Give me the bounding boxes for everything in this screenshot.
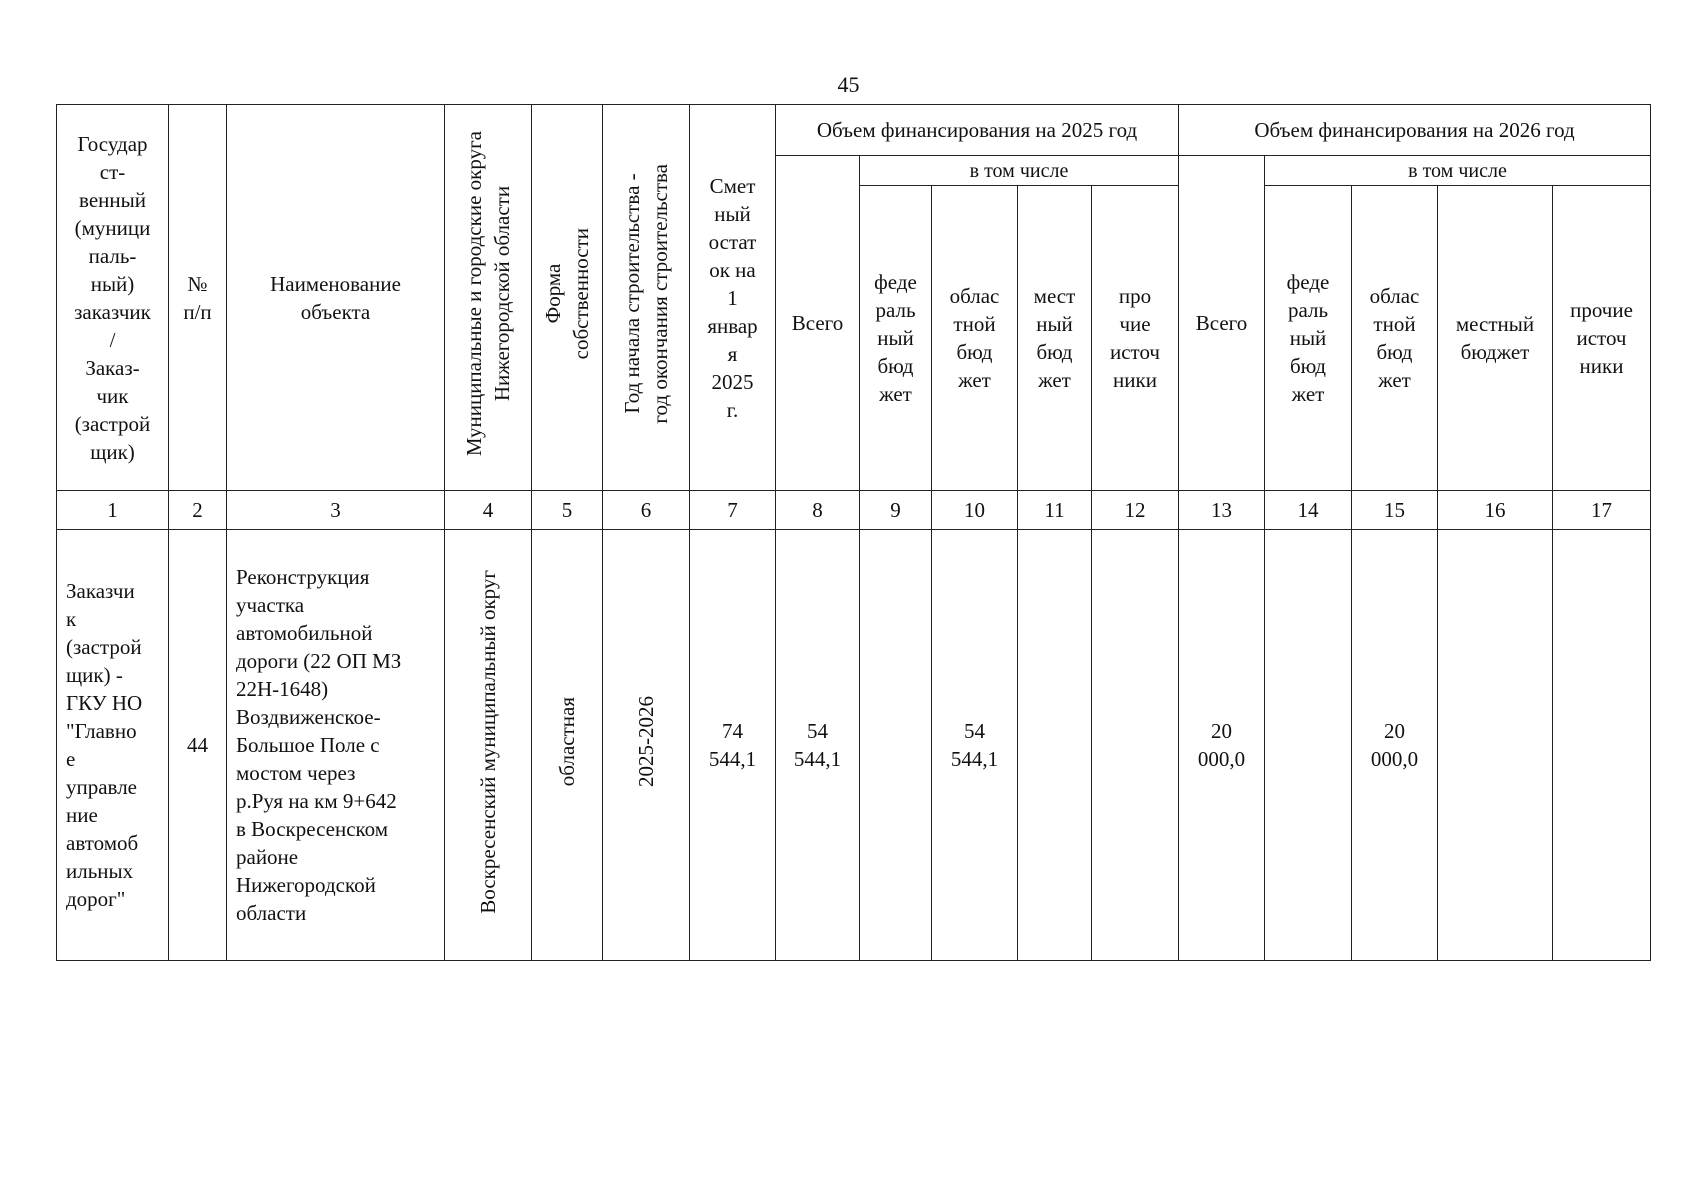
column-number: 15 <box>1352 491 1438 530</box>
header-federal-2025: феде раль ный бюд жет <box>860 186 932 491</box>
cell-federal-2025 <box>860 530 932 961</box>
header-municipal-text: Муниципальные и городские округа Нижегородской области <box>462 131 514 457</box>
column-number: 17 <box>1553 491 1651 530</box>
cell-regional-2026: 20 000,0 <box>1352 530 1438 961</box>
cell-object-name: Реконструкция участка автомобильной дороги (22 ОП МЗ 22Н-1648) Воздвиженское- Большое Поле с мостом через р.Руя на км 9+642 в Воскресенском районе Нижегородской области <box>227 530 445 961</box>
column-number: 10 <box>932 491 1018 530</box>
header-local-2025: мест ный бюд жет <box>1018 186 1092 491</box>
cell-balance: 74 544,1 <box>690 530 776 961</box>
header-funding-2026: Объем финансирования на 2026 год <box>1179 105 1651 156</box>
construction-funding-table <box>56 104 1651 961</box>
cell-years-text: 2025-2026 <box>634 696 658 787</box>
column-number: 1 <box>57 491 169 530</box>
column-number: 3 <box>227 491 445 530</box>
column-number: 13 <box>1179 491 1265 530</box>
header-regional-2026: облас тной бюд жет <box>1352 186 1438 491</box>
column-number: 6 <box>603 491 690 530</box>
cell-num: 44 <box>169 530 227 961</box>
cell-local-2026 <box>1438 530 1553 961</box>
cell-years <box>603 530 690 961</box>
column-number: 5 <box>532 491 603 530</box>
header-balance: Смет ный остат ок на 1 январ я 2025 г. <box>690 105 776 491</box>
header-federal-2026: феде раль ный бюд жет <box>1265 186 1352 491</box>
header-municipal <box>445 105 532 491</box>
column-number: 12 <box>1092 491 1179 530</box>
header-customer: Государ ст- венный (муници паль- ный) заказчик / Заказ- чик (застрой щик) <box>57 105 169 491</box>
header-total-2026: Всего <box>1179 156 1265 491</box>
cell-federal-2026 <box>1265 530 1352 961</box>
column-number: 9 <box>860 491 932 530</box>
header-other-2025: про чие источ ники <box>1092 186 1179 491</box>
column-number: 2 <box>169 491 227 530</box>
table-row <box>57 530 1651 961</box>
header-years-text: Год начала строительства - год окончания строительства <box>620 164 672 424</box>
column-number: 8 <box>776 491 860 530</box>
header-funding-2025: Объем финансирования на 2025 год <box>776 105 1179 156</box>
cell-regional-2025: 54 544,1 <box>932 530 1018 961</box>
cell-other-2025 <box>1092 530 1179 961</box>
header-regional-2025: облас тной бюд жет <box>932 186 1018 491</box>
header-ownership <box>532 105 603 491</box>
header-including-2026: в том числе <box>1265 156 1651 186</box>
header-years <box>603 105 690 491</box>
cell-ownership-text: областная <box>555 696 579 787</box>
cell-local-2025 <box>1018 530 1092 961</box>
column-number: 11 <box>1018 491 1092 530</box>
header-including-2025: в том числе <box>860 156 1179 186</box>
column-number: 16 <box>1438 491 1553 530</box>
cell-municipal-text: Воскресенский муниципальный округ <box>476 569 500 914</box>
cell-municipal <box>445 530 532 961</box>
cell-other-2026 <box>1553 530 1651 961</box>
page-number: 45 <box>837 72 860 97</box>
header-total-2025: Всего <box>776 156 860 491</box>
header-other-2026: прочие источ ники <box>1553 186 1651 491</box>
header-num: № п/п <box>169 105 227 491</box>
cell-total-2026: 20 000,0 <box>1179 530 1265 961</box>
header-ownership-text: Форма собственности <box>541 228 593 360</box>
column-number: 4 <box>445 491 532 530</box>
column-number-row <box>57 491 1651 530</box>
cell-total-2025: 54 544,1 <box>776 530 860 961</box>
cell-ownership <box>532 530 603 961</box>
column-number: 7 <box>690 491 776 530</box>
header-object-name: Наименование объекта <box>227 105 445 491</box>
column-number: 14 <box>1265 491 1352 530</box>
header-local-2026: местный бюджет <box>1438 186 1553 491</box>
cell-customer: Заказчи к (застрой щик) - ГКУ НО "Главно е управле ние автомоб ильных дорог" <box>57 530 169 961</box>
